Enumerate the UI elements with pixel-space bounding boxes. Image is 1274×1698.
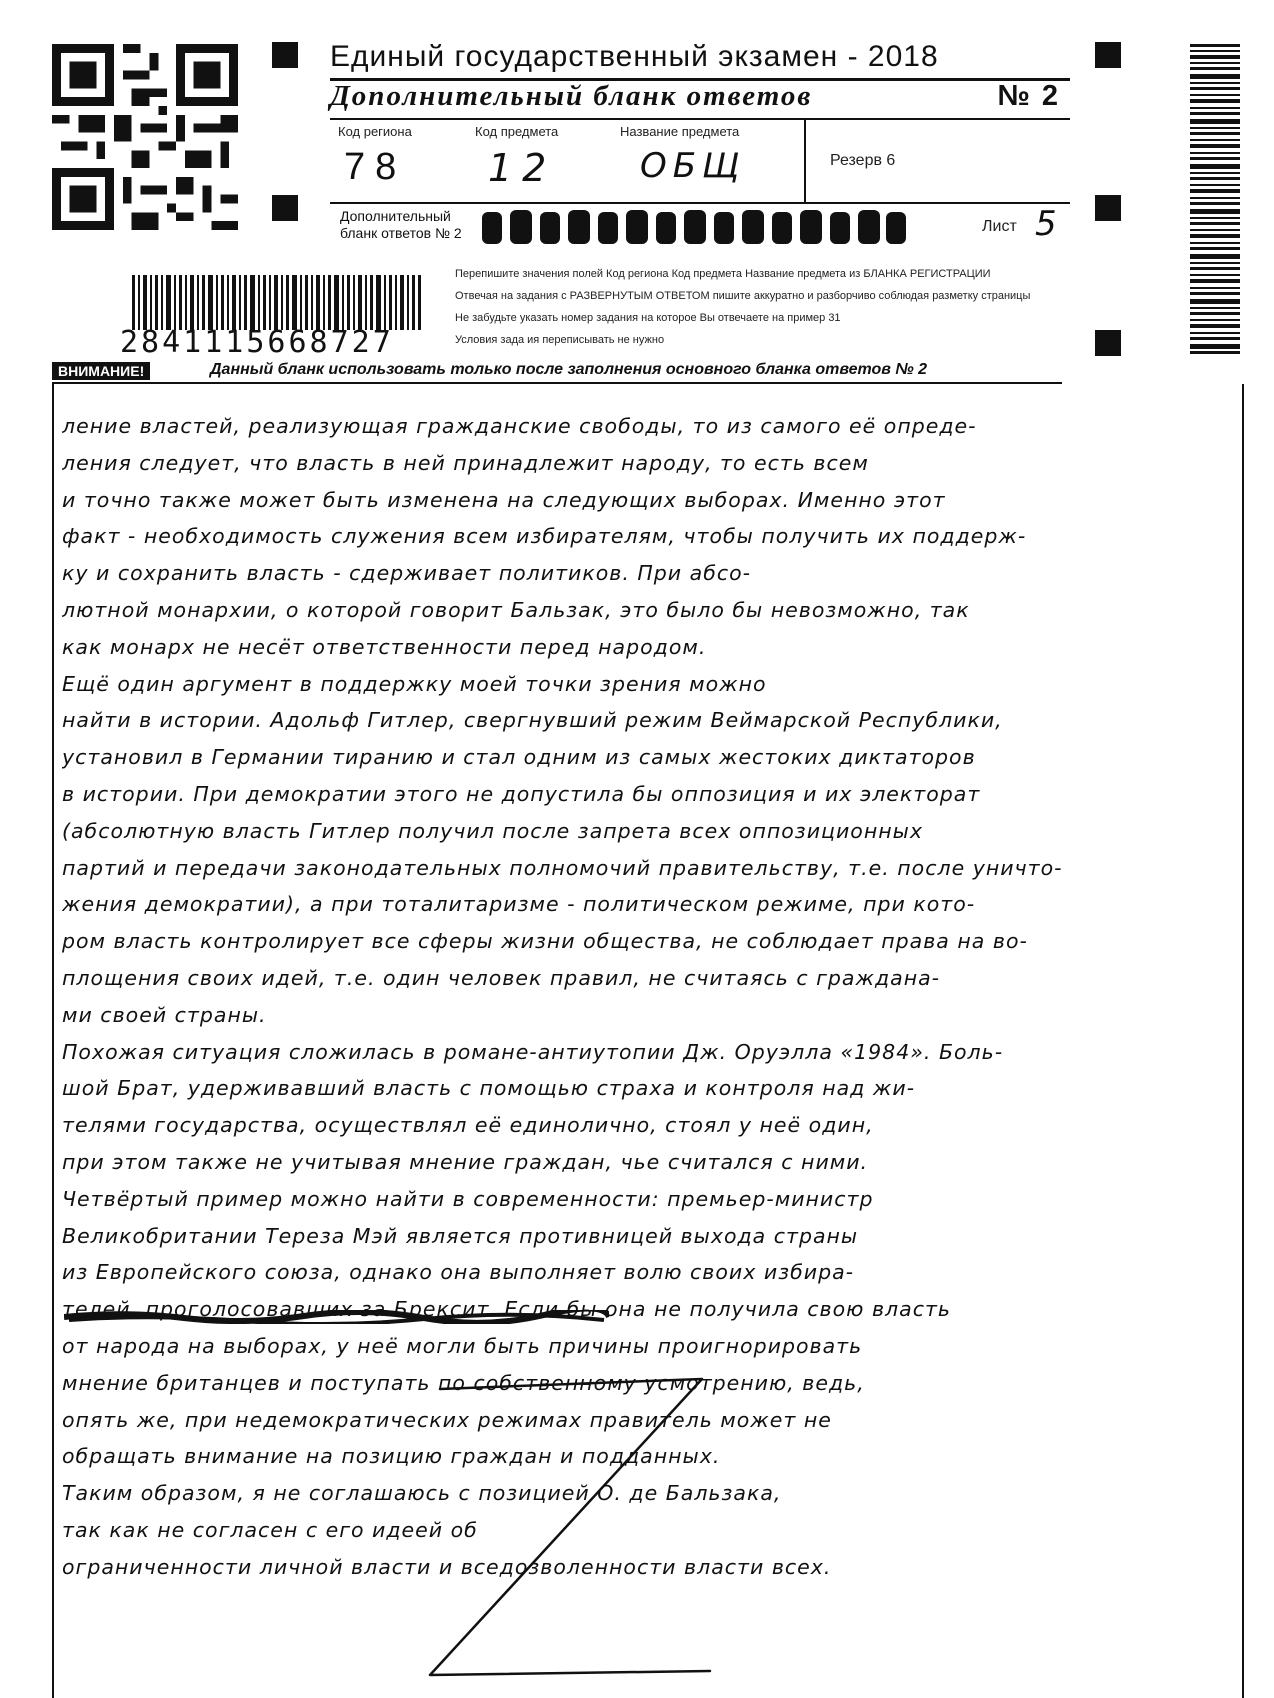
answer-line: так как не согласен с его идеей об <box>62 1517 478 1542</box>
registration-marker-mid-right <box>1095 195 1121 221</box>
region-label: Код региона <box>338 124 412 139</box>
answer-line: ром власть контролирует все сферы жизни общества, не соблюдает права на во- <box>62 929 1028 954</box>
answer-line: в истории. При демократии этого не допустила бы оппозиция и их электорат <box>62 781 981 806</box>
answer-line: опять же, при недемократических режимах правитель может не <box>62 1407 832 1432</box>
sheet-value: 5 <box>1035 204 1057 244</box>
instructions <box>455 263 1175 351</box>
warning-text: Данный бланк использовать только после заполнения основного бланка ответов № 2 <box>210 361 928 378</box>
instruction-line: Отвечая на задания с РАЗВЕРНУТЫМ ОТВЕТОМ пишите аккуратно и разборчиво соблюдая разметку страницы <box>455 290 1031 302</box>
subject-code-value: 12 <box>488 146 557 190</box>
answer-line: (абсолютную власть Гитлер получил после запрета всех оппозиционных <box>62 818 923 843</box>
answer-line: Ещё один аргумент в поддержку моей точки зрения можно <box>62 671 767 696</box>
registration-marker-top-right <box>1095 42 1121 68</box>
extra-sheet-label-line2: бланк ответов № 2 <box>340 225 462 241</box>
answer-line: мнение британцев и поступать по собственному усмотрению, ведь, <box>62 1370 865 1395</box>
warning-badge: ВНИМАНИЕ! <box>52 362 150 380</box>
answer-line: из Европейского союза, однако она выполняет волю своих избира- <box>62 1260 855 1285</box>
vertical-barcode <box>1190 44 1240 354</box>
answer-line: площения своих идей, т.е. один человек правил, не считаясь с граждана- <box>62 965 941 990</box>
barcode <box>132 275 422 330</box>
reserve-label: Резерв 6 <box>830 152 896 169</box>
answer-line: ку и сохранить власть - сдерживает политиков. При абсо- <box>62 561 752 586</box>
answer-line: ления следует, что власть в ней принадлежит народу, то есть всем <box>62 450 869 475</box>
qr-code <box>52 44 238 230</box>
answer-line: телями государства, осуществлял её единолично, стоял у неё один, <box>62 1113 874 1138</box>
barcode-number: 2841115668727 <box>120 325 394 360</box>
extra-sheet-label <box>340 208 462 242</box>
subject-name-label: Название предмета <box>620 124 740 139</box>
instruction-line: Условия зада ия переписывать не нужно <box>455 334 665 346</box>
answer-line: Четвёртый пример можно найти в современности: премьер-министр <box>62 1186 874 1211</box>
exam-title: Единый государственный экзамен - 2018 <box>330 40 939 73</box>
answer-line: обращать внимание на позицию граждан и подданных. <box>62 1444 721 1469</box>
answer-line: найти в истории. Адольф Гитлер, свергнувший режим Веймарской Республики, <box>62 708 1003 733</box>
subject-code-label: Код предмета <box>475 124 559 139</box>
form-title-text: Дополнительный бланк ответов <box>330 80 813 112</box>
z-mark <box>420 1375 720 1685</box>
answer-line: факт - необходимость служения всем избирателям, чтобы получить их поддерж- <box>62 524 1027 549</box>
region-value: 78 <box>344 146 407 188</box>
answer-line: и точно также может быть изменена на следующих выборах. Именно этот <box>62 487 946 512</box>
answer-line: от народа на выборах, у неё могли быть причины проигнорировать <box>62 1333 863 1358</box>
answer-line: ми своей страны. <box>62 1002 267 1027</box>
answer-line: ление властей, реализующая гражданские свободы, то из самого её опреде- <box>62 414 977 438</box>
form-number: № 2 <box>997 80 1060 112</box>
answer-line: Похожая ситуация сложилась в романе-антиутопии Дж. Оруэлла «1984». Боль- <box>62 1039 1004 1064</box>
answer-line: как монарх не несёт ответственности перед народом. <box>62 634 707 659</box>
answer-line: при этом также не учитывая мнение граждан, чье считался с ними. <box>62 1149 869 1174</box>
answer-line: телей, проголосовавших за Брексит. Если бы она не получила свою власть <box>62 1297 951 1322</box>
redacted-sheet-code <box>480 206 910 248</box>
form-title <box>330 80 1070 113</box>
answer-line: лютной монархии, о которой говорит Бальзак, это было бы невозможно, так <box>62 597 970 622</box>
instruction-line: Перепишите значения полей Код региона Код предмета Название предмета из БЛАНКА РЕГИСТРАЦИИ <box>455 268 991 280</box>
answer-line: ограниченности личной власти и вседозволенности власти всех. <box>62 1554 832 1579</box>
crossed-out-text <box>64 1310 609 1324</box>
registration-marker-top-left <box>272 42 298 68</box>
registration-marker-mid-left <box>272 195 298 221</box>
extra-sheet-label-line1: Дополнительный <box>340 208 451 224</box>
answer-line: жения демократии), а при тоталитаризме - политическом режиме, при кото- <box>62 892 976 917</box>
sheet-label: Лист <box>982 218 1017 235</box>
answer-line: Таким образом, я не соглашаюсь с позицией О. де Бальзака, <box>62 1481 782 1506</box>
answer-line: Великобритании Тереза Мэй является противницей выхода страны <box>62 1223 859 1248</box>
subject-name-value: ОБЩ <box>640 146 746 186</box>
answer-line: шой Брат, удерживавший власть с помощью страха и контроля над жи- <box>62 1076 916 1101</box>
instruction-line: Не забудьте указать номер задания на которое Вы отвечаете на пример 31 <box>455 312 841 324</box>
answer-line: партий и передачи законодательных полномочий правительству, т.е. после уничто- <box>62 855 1063 880</box>
header-fields-separator <box>804 118 806 202</box>
answer-line: установил в Германии тиранию и стал одним из самых жестоких диктаторов <box>62 745 976 770</box>
